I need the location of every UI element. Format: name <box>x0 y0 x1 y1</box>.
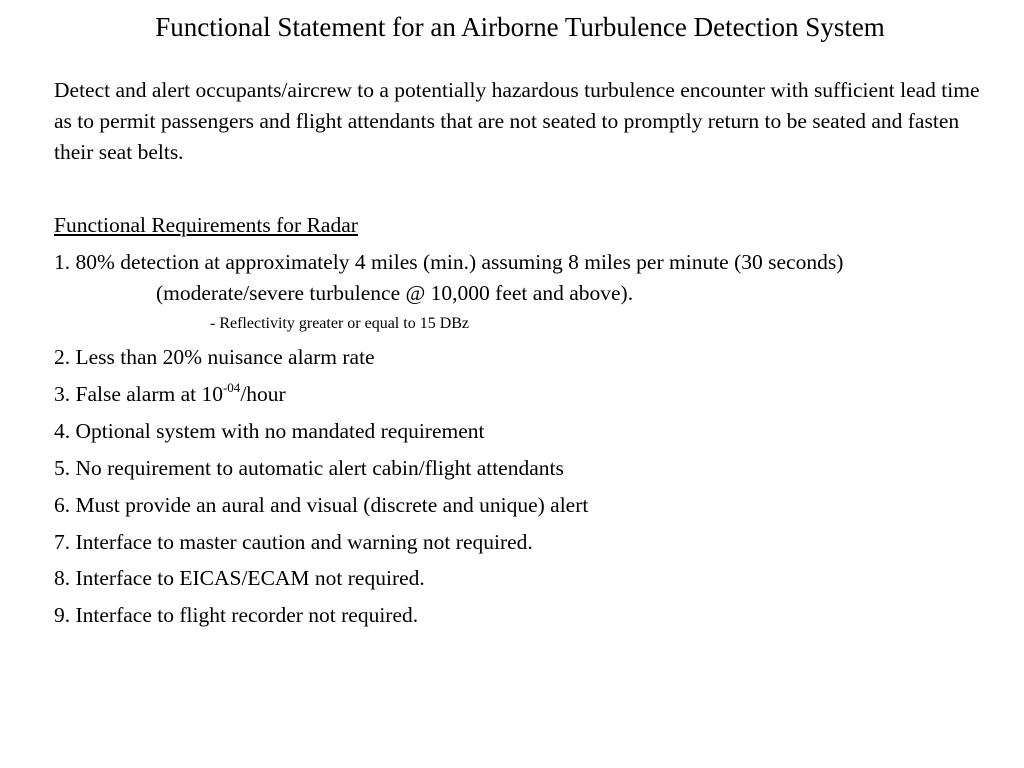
requirement-1-sub-bullet: - Reflectivity greater or equal to 15 DBz <box>210 315 470 332</box>
requirement-1: 1. 80% detection at approximately 4 miles (min.) assuming 8 miles per minute (30 seconds) (moderate/severe turbulence @ 10,000 feet and above). <box>54 250 844 305</box>
requirement-3-unit: /hour <box>240 382 286 406</box>
requirement-8: 8. Interface to EICAS/ECAM not required. <box>54 566 425 590</box>
requirement-3-exponent: -04 <box>222 380 241 395</box>
section-heading: Functional Requirements for Radar <box>54 213 358 237</box>
requirement-3 <box>54 379 286 410</box>
functional-statement: Detect and alert occupants/aircrew to a potentially hazardous turbulence encounter with sufficient lead time as to permit passengers and flight attendants that are not seated to promptly return to be seated and fasten their seat belts. <box>54 78 980 164</box>
requirement-2: 2. Less than 20% nuisance alarm rate <box>54 345 375 369</box>
slide-title: Functional Statement for an Airborne Turbulence Detection System <box>155 12 885 42</box>
requirement-4: 4. Optional system with no mandated requirement <box>54 419 485 443</box>
requirement-3-text: 3. False alarm at 10 <box>54 382 223 406</box>
requirement-5: 5. No requirement to automatic alert cabin/flight attendants <box>54 456 564 480</box>
requirement-7: 7. Interface to master caution and warning not required. <box>54 530 533 554</box>
requirement-6: 6. Must provide an aural and visual (discrete and unique) alert <box>54 493 589 517</box>
requirement-9: 9. Interface to flight recorder not required. <box>54 603 419 627</box>
